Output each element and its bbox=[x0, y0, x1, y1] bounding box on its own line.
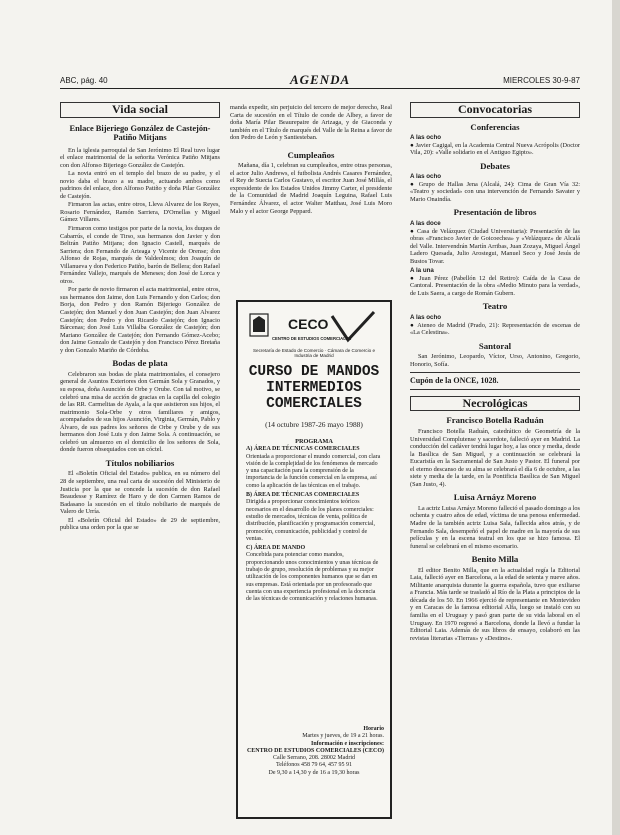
centro-hours: De 9,30 a 14,30 y de 16 a 19,30 horas bbox=[268, 769, 360, 776]
page-number: ABC, pág. 40 bbox=[60, 76, 108, 85]
titulos-nobiliarios-title: Títulos nobiliarios bbox=[105, 457, 175, 468]
time-label: A la una bbox=[410, 267, 434, 275]
middle-column bbox=[230, 104, 392, 304]
time-label: A las doce bbox=[410, 220, 441, 228]
horario-label: Horario bbox=[363, 726, 384, 732]
time-label: A las ocho bbox=[410, 314, 442, 322]
cumpleanos-paragraph: Mañana, día 1, celebran su cumpleaños, entre otras personas, el actor Julio Andrews, el futbolista Andrés Casares Fernández, el Rey de Suecia Carlos Gustavo, el escritor Juan José Millás, el expresidente de los Estados Unidos Jimmy Carter, el presidente de la Comunidad de Madrid Joaquín Leguina, Rafael Luis Fernández Álvarez, el actor Walter Matthau, José Luis Moro Malo y el actor George Peppard. bbox=[230, 162, 392, 215]
right-column bbox=[410, 96, 580, 826]
section-title: AGENDA bbox=[290, 72, 351, 87]
ceco-org: Secretaría de Estado de Comercio · Cámara de Comercio e Industria de Madrid bbox=[252, 348, 376, 359]
bodas-plata-paragraph: Celebraron sus bodas de plata matrimoniales, el consejero general de Asuntos Exteriores don Germán Sola y Granados, y su esposa, doña Asunción de Orbe y Orube. Con tal motivo, se celebró una misa de acción de gracias en la capilla del colegio de las RR. Carmelitas de Ayala, a la que asistieron sus hijos, el matrimonio Sola-Orbe y otros familiares y amigos, acompañados de sus hijos Asunción, Virginia, Germán, Pablo y Álvaro, de sus padres los señores de Orbe y Orube y de sus hermanos don José Luis y don Jaime Sola. A continuación, se celebró un almuerzo en el domicilio de los señores de Sola, donde fueron obsequiados con un cóctel. bbox=[60, 370, 220, 454]
debates-title: Debates bbox=[480, 160, 510, 171]
teatro-title: Teatro bbox=[482, 301, 508, 312]
libro-item: ● Casa de Velázquez (Ciudad Universitaria): Presentación de las obras «Francisco Javier de Goicoechea» y «Velázquez» de Alcalá del Valle. Intervendrán Martín Arribas, Juan Zozaya, Miguel Ángel Ladero Quesada, Julio Arostegui, Manuel Seco y José Jesús de Bustos Tovar. bbox=[410, 227, 580, 265]
obituary-text: La actriz Luisa Arnáyz Moreno falleció el pasado domingo a los ochenta y cuatro años de edad, víctima de una penosa enfermedad. Madre de la también actriz Luisa Sala, fallecida años atrás, y de Fernando Sala, desempeñó el papel de madre en la mayoría de sus películas y en la escena teatral en los que se hizo famosa. El funeral se celebrará en el mismo escenario. bbox=[410, 504, 580, 550]
area-a-title: A) ÁREA DE TÉCNICAS COMERCIALES bbox=[246, 446, 360, 453]
ceco-advertisement bbox=[236, 300, 392, 819]
time-label: A las ocho bbox=[410, 173, 442, 181]
wedding-paragraph: Por parte de novio firmaron el acta matrimonial, entre otros, sus hermanos don Jaime, don Luis Fernando y don Carlos; don Borja, don Pedro y don Ramón Bijeriego González de Castejón; don Manuel y don Juan Castejón; don Juan Alvarez Castejón; don Pedro y don Ricardo Castejón; don Ignacio Bárcenas; don José Luis Villalba González de Castejón; don Mariano González de Castejón; don Fernando Gómez-Acebo; don Jaime Gonzalo de Castejón y don Francisco Pérez Bretaña y don Gonzalo Mariño de Córdoba. bbox=[60, 286, 220, 354]
necrologicas-heading: Necrológicas bbox=[410, 396, 580, 412]
wedding-paragraph: La novia entró en el templo del brazo de su padre, y el novio daba el brazo a su madre, actuando ambos como padrinos del enlace, don Alfonso Patiño y doña Pilar González de Castejón. bbox=[60, 170, 220, 200]
course-dates: (14 octubre 1987-26 mayo 1988) bbox=[265, 420, 363, 429]
obituary-title: Francisco Botella Raduán bbox=[446, 415, 544, 426]
titulos-continued: manda expedir, sin perjuicio del tercero de mejor derecho, Real Carta de sucesión en el Título de conde de Albey, a favor de doña María Pilar Beaurepaire de Arizaga, y de Giaconda y también en el Título de marqués del Valle de la Reina a favor de don Pedro de León y Santiesteban. bbox=[230, 104, 392, 142]
divider bbox=[410, 372, 580, 373]
area-b-text: Dirigida a proporcionar conocimientos teóricos necesarios en el desarrollo de los planes comerciales: estudio de mercados, técnicas de venta, política de distribución, planificación y programación comercial, promoción, comunicación, publicidad y control de ventas. bbox=[246, 499, 375, 542]
vida-social-heading: Vida social bbox=[60, 102, 220, 118]
cumpleanos-title: Cumpleaños bbox=[287, 149, 335, 160]
page-header bbox=[60, 74, 580, 89]
left-column bbox=[60, 96, 220, 826]
ad-program bbox=[246, 438, 382, 606]
ad-footer bbox=[244, 726, 384, 777]
time-label: A las ocho bbox=[410, 134, 442, 142]
page-edge bbox=[612, 0, 620, 835]
info-label: Información e inscripciones: bbox=[311, 740, 384, 747]
santoral-text: San Jerónimo, Leopardo, Víctor, Urso, Antonino, Gregorio, Honorio, Sofía. bbox=[410, 353, 580, 368]
centro-name: CENTRO DE ESTUDIOS COMERCIALES (CECO) bbox=[246, 747, 384, 754]
area-c-title: C) ÁREA DE MANDO bbox=[246, 545, 306, 552]
centro-address: Calle Serrano, 208. 28002 Madrid bbox=[273, 755, 355, 762]
titulos-paragraph: El «Boletín Oficial del Estado» de 29 de septiembre, publica una orden por la que se bbox=[60, 516, 220, 532]
wedding-title: Enlace Bijeriego González de Castejón-Patiño Mitjans bbox=[69, 123, 211, 143]
ceco-brand: CECO bbox=[288, 316, 329, 332]
obituary-text: El editor Benito Milla, que en la actualidad regía la Editorial Laia, falleció ayer en Barcelona, a la edad de setenta y nueve años. Militante anarquista durante la guerra española, tuvo que exiliarse a Francia. Más tarde se trasladó al Río de la Plata a principios de la década de los 50. En 1966 ejerció de representante en Montevideo y en Caracas de la famosa editorial Alfa, luego se instaló con su familia en el Uruguay y pasó gran parte de su vida laboral en el Uruguay. En 1970 regresó a Barcelona, donde la llevó a fundar la Editorial Laia. Además de sus libros de ensayo, colaboró en las revistas literarias «Tierras» y «Destino». bbox=[410, 566, 580, 642]
titulos-paragraph: El «Boletín Oficial del Estado» publica, en su número del 28 de septiembre, una real carta de sucesión del Ministerio de Justicia por la que se concede la sucesión de don Rafael Beaudesse y Ramírez de Haro y de don Carmen Ramos de Badasano la sucesión en el título nobiliario de marqués de Valero de Urría. bbox=[60, 470, 220, 516]
area-c-text: Concebida para potenciar como mandos, proporcionando unos conocimientos y unas técnicas de trabajo de grupo, resolución de problemas y su mejor utilización de los componentes humanos que se dan en sus empresas. Está orientada por un profesorado que cuenta con una experiencia profesional en la docencia de las técnicas de comunicación y relaciones humanas. bbox=[246, 552, 379, 603]
bodas-plata-title: Bodas de plata bbox=[112, 358, 168, 369]
obituary-text: Francisco Botella Raduán, catedrático de Geometría de la Universidad Complutense y sacerdote, falleció ayer en Madrid. La conducción del cadáver tendrá lugar hoy, a las once y media, desde la Basílica de San Miguel, y a continuación se celebrará la Eucaristía en la Sacramental de San Justo y Pastor. El funeral por el eterno descanso de su alma se celebrará el día 6 de octubre, a las siete y media de la tarde, en la Pontificia Basílica de San Miguel (San Justo, 4). bbox=[410, 427, 580, 488]
area-a-text: Orientada a proporcionar el mundo comercial, con clara visión de la complejidad de los fenómenos de mercado y una capacitación para la comprensión de la importancia de la función comercial en la empresa, así como la aplicación de las técnicas en el trabajo. bbox=[246, 453, 381, 489]
cupon-once: Cupón de la ONCE, 1028. bbox=[410, 376, 499, 386]
santoral-title: Santoral bbox=[478, 340, 512, 351]
area-b-title: B) ÁREA DE TÉCNICAS COMERCIALES bbox=[246, 492, 360, 499]
libros-title: Presentación de libros bbox=[453, 207, 537, 218]
centro-phones: Teléfonos 458 79 64, 457 95 91 bbox=[275, 762, 353, 769]
programa-label: PROGRAMA bbox=[295, 438, 333, 445]
teatro-item: ● Ateneo de Madrid (Prado, 21): Representación de escenas de «La Celestina». bbox=[410, 321, 580, 337]
wedding-paragraph: Firmaron las actas, entre otros, Lleva Alvarez de los Reyes, Rosario Fernández, Ramón Sarriera, D'Ornellas y Miguel Gámez Villares. bbox=[60, 201, 220, 224]
ceco-brand-sub: CENTRO DE ESTUDIOS COMERCIALES bbox=[272, 336, 352, 341]
conferencia-item: ● Javier Cagigal, en la Academia Central Nueva Acrópolis (Doctor Vila, 20): «Valle solidario en el Antiguo Egipto». bbox=[410, 141, 580, 157]
issue-date: MIERCOLES 30-9-87 bbox=[503, 76, 580, 85]
wedding-paragraph: Firmaron como testigos por parte de la novia, los duques de Cabarrús, el conde de Tirso, sus hermanos don Javier y don Beltrán Patiño Mitjans; don Ignacio Castell, marqués de Sarriera; don Fernando de Arteaga y Vicente de Orense; don Alfonso de Rojas, marqués de Valdeolmos; don Joaquín de Villanueva y don Federico Patiño, barón de Bellera; don Rafael Fernández Vallejo, marqués de Meneses; don José de Lorca y otros. bbox=[60, 225, 220, 285]
ad-headline: CURSO DE MANDOS INTERMEDIOS COMERCIALES bbox=[248, 364, 380, 412]
obituary-title: Luisa Arnáyz Moreno bbox=[453, 492, 537, 503]
obituary-title: Benito Milla bbox=[471, 554, 519, 565]
convocatorias-heading: Convocatorias bbox=[410, 102, 580, 118]
wedding-paragraph: En la iglesia parroquial de San Jerónimo El Real tuvo lugar el enlace matrimonial de la señorita Verónica Patiño Mitjans con don Alfonso Bijeriego González de Castejón. bbox=[60, 146, 220, 169]
horario-text: Martes y jueves, de 19 a 21 horas. bbox=[302, 733, 384, 740]
debate-item: ● Grupo de Hallas Jena (Alcalá, 24): Cima de Gran Vía 32: «Teatro y sociedad» con una intervención de Fernando Savater y Mario Onaindía. bbox=[410, 180, 580, 203]
divider bbox=[410, 389, 580, 390]
ceco-logo bbox=[248, 310, 380, 348]
libro-item: ● Juan Pérez (Pabellón 12 del Retiro): Caída de la Casa de Cantoral. Presentación de la obra «Medio Minuto para la verdad», de Luis Saera, a cargo de Román Gubern. bbox=[410, 274, 580, 297]
conferencias-title: Conferencias bbox=[470, 121, 520, 132]
